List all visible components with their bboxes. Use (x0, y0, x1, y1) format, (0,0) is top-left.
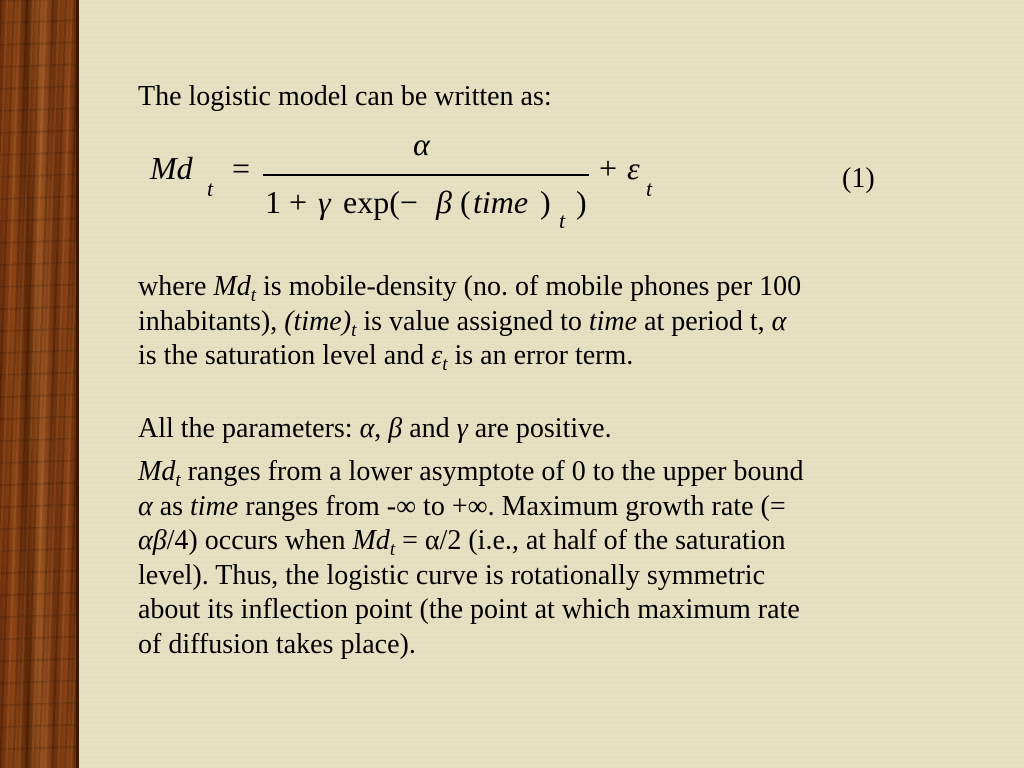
eq-plus: + (599, 150, 618, 186)
wood-border-edge (76, 0, 79, 768)
params-text: All the parameters: (138, 413, 360, 444)
para-text: = α/2 (i.e., at half of the saturation (395, 525, 786, 556)
para-line-4: level). Thus, the logistic curve is rotationally symmetric (138, 560, 766, 591)
para-line-5: about its inflection point (the point at which maximum rate (138, 594, 800, 625)
time-word: time (588, 306, 638, 337)
where-text: inhabitants), (138, 306, 285, 337)
wood-border (0, 0, 78, 768)
eq-den-paren-open: ( (460, 184, 471, 220)
epsilon-sub: t (442, 354, 448, 375)
params-text: are positive. (467, 413, 612, 444)
where-line-1 (138, 270, 801, 304)
intro-text: The logistic model can be written as: (138, 81, 552, 112)
eq-den-one-plus: 1 + (265, 184, 308, 220)
where-line-2 (138, 305, 786, 339)
epsilon-symbol: ε (431, 340, 443, 371)
where-text: is an error term. (447, 340, 634, 371)
where-line-3 (138, 339, 633, 373)
alpha-beta-symbols: αβ (138, 525, 167, 556)
where-text: is the saturation level and (138, 340, 432, 371)
md-var: Md (352, 525, 390, 556)
alpha-symbol: α (138, 491, 153, 522)
eq-lhs-sub: t (207, 176, 214, 201)
time-sub: t (351, 320, 357, 341)
para-text: as (152, 491, 191, 522)
eq-numerator: α (413, 126, 430, 162)
alpha-symbol: α (359, 413, 375, 444)
eq-den-beta: β (436, 184, 452, 220)
eq-fraction-bar (263, 174, 589, 176)
eq-den-paren-close: ) (540, 184, 551, 220)
md-sub: t (389, 539, 396, 560)
eq-error-sub: t (646, 176, 653, 201)
eq-equals: = (232, 150, 251, 186)
para-line-3 (138, 524, 786, 558)
para-text: ranges from a lower asymptote of 0 to the upper bound (180, 456, 804, 487)
md-var: Md (213, 271, 251, 302)
params-text: and (402, 413, 457, 444)
where-text: is mobile-density (no. of mobile phones per 100 (256, 271, 802, 302)
eq-den-close: ) (576, 184, 587, 220)
md-sub: t (175, 470, 181, 491)
eq-number: (1) (842, 163, 875, 194)
para-line-2 (138, 490, 786, 524)
para-line-6: of diffusion takes place). (138, 629, 416, 660)
md-sub: t (250, 285, 257, 306)
gamma-symbol: γ (456, 413, 468, 444)
alpha-symbol: α (771, 306, 787, 337)
eq-den-time: time (473, 184, 529, 220)
time-var: (time) (284, 306, 352, 337)
eq-den-exp: exp(− (343, 184, 418, 220)
where-text: is value assigned to (356, 306, 589, 337)
para-text: ranges from -∞ to +∞. Maximum growth rate (= (238, 491, 786, 522)
beta-symbol: β (388, 413, 403, 444)
eq-den-sub: t (559, 208, 566, 233)
params-text: , (374, 413, 389, 444)
time-word: time (190, 491, 239, 522)
eq-error: ε (627, 150, 640, 186)
para-line-1 (138, 455, 803, 489)
where-text: at period t, (637, 306, 772, 337)
para-text: /4) occurs when (166, 525, 353, 556)
where-text: where (138, 271, 214, 302)
eq-den-gamma: γ (318, 184, 331, 220)
params-line (138, 412, 612, 446)
md-var: Md (138, 456, 176, 487)
eq-lhs-var: Md (150, 150, 193, 186)
